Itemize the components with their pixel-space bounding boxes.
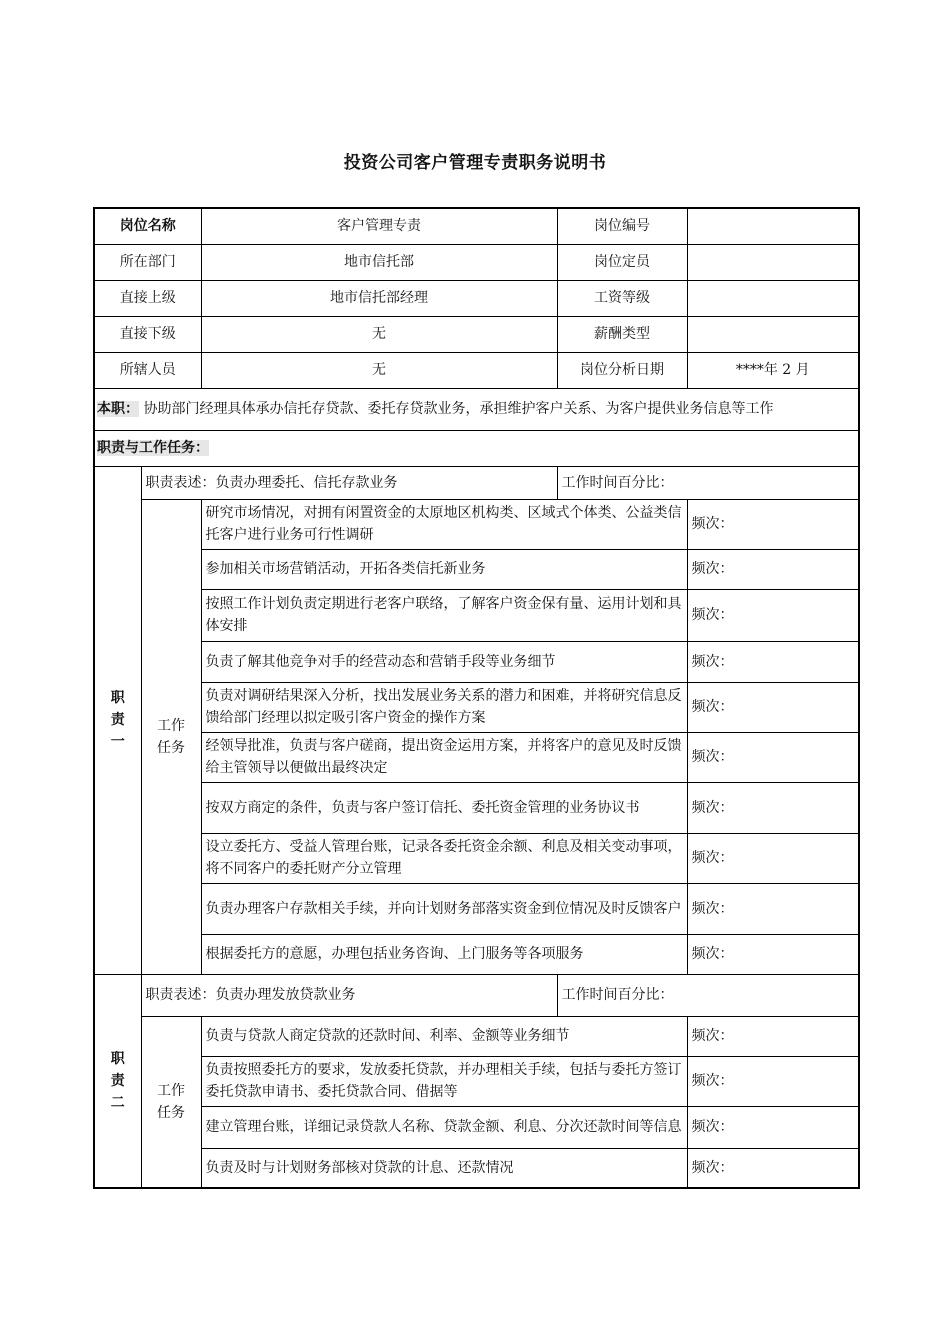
- duty-1-percent-label: 工作时间百分比：: [557, 466, 859, 499]
- duty-1-work-tasks-label: 工作 任务: [141, 499, 201, 974]
- managed-value: 无: [201, 352, 557, 388]
- summary-label: 本职：: [97, 400, 139, 417]
- position-name-value: 客户管理专责: [201, 208, 557, 244]
- headcount-label: 岗位定员: [557, 244, 687, 280]
- salary-grade-label: 工资等级: [557, 280, 687, 316]
- analysis-date-label: 岗位分析日期: [557, 352, 687, 388]
- duty-2-task: 负责及时与计划财务部核对贷款的计息、还款情况: [201, 1148, 687, 1188]
- job-description-table: [93, 207, 860, 1189]
- position-code-value: [687, 208, 859, 244]
- analysis-date-value: ****年 2 月: [687, 352, 859, 388]
- duty-1-task-freq: 频次：: [687, 782, 859, 833]
- duty-1-task: 经领导批准，负责与客户磋商，提出资金运用方案，并将客户的意见及时反馈给主管领导以便做出最终决定: [201, 732, 687, 782]
- duty-1-task: 按照工作计划负责定期进行老客户联络，了解客户资金保有量、运用计划和具体安排: [201, 589, 687, 641]
- duty-2-task-freq: 频次：: [687, 1106, 859, 1148]
- duty-2-desc: 职责表述：负责办理发放贷款业务: [141, 974, 557, 1016]
- duty-1-desc: 职责表述：负责办理委托、信托存款业务: [141, 466, 557, 499]
- duty-1-task-freq: 频次：: [687, 883, 859, 934]
- duty-2-task: 负责按照委托方的要求，发放委托贷款，并办理相关手续，包括与委托方签订委托贷款申请书、委托贷款合同、借据等: [201, 1056, 687, 1106]
- subordinate-value: 无: [201, 316, 557, 352]
- salary-grade-value: [687, 280, 859, 316]
- duty-1-task: 按双方商定的条件，负责与客户签订信托、委托资金管理的业务协议书: [201, 782, 687, 833]
- duty-1-task-freq: 频次：: [687, 934, 859, 974]
- duty-1-task: 根据委托方的意愿，办理包括业务咨询、上门服务等各项服务: [201, 934, 687, 974]
- duty-2-task-freq: 频次：: [687, 1016, 859, 1056]
- headcount-value: [687, 244, 859, 280]
- duty-2-task: 建立管理台账，详细记录贷款人名称、贷款金额、利息、分次还款时间等信息: [201, 1106, 687, 1148]
- duty-1-task: 负责对调研结果深入分析，找出发展业务关系的潜力和困难，并将研究信息反馈给部门经理以拟定吸引客户资金的操作方案: [201, 682, 687, 732]
- summary-text: 协助部门经理具体承办信托存贷款、委托存贷款业务，承担维护客户关系、为客户提供业务信息等工作: [143, 400, 774, 417]
- superior-label: 直接上级: [94, 280, 201, 316]
- duty-1-label: 职 责 一: [94, 466, 141, 974]
- duty-1-task: 负责办理客户存款相关手续，并向计划财务部落实资金到位情况及时反馈客户: [201, 883, 687, 934]
- position-code-label: 岗位编号: [557, 208, 687, 244]
- duty-1-task-freq: 频次：: [687, 499, 859, 549]
- duty-1-task-freq: 频次：: [687, 682, 859, 732]
- subordinate-label: 直接下级: [94, 316, 201, 352]
- duty-1-task: 设立委托方、受益人管理台账，记录各委托资金余额、利息及相关变动事项，将不同客户的委托财产分立管理: [201, 833, 687, 883]
- pay-type-label: 薪酬类型: [557, 316, 687, 352]
- pay-type-value: [687, 316, 859, 352]
- page-title: 投资公司客户管理专责职务说明书: [343, 153, 607, 173]
- duty-1-task-freq: 频次：: [687, 549, 859, 589]
- duties-heading: 职责与工作任务：: [97, 440, 209, 456]
- duties-heading-cell: [94, 430, 859, 466]
- duty-1-task-freq: 频次：: [687, 589, 859, 641]
- department-label: 所在部门: [94, 244, 201, 280]
- duty-1-task: 参加相关市场营销活动，开拓各类信托新业务: [201, 549, 687, 589]
- summary-cell: [94, 388, 859, 430]
- duty-1-task-freq: 频次：: [687, 833, 859, 883]
- superior-value: 地市信托部经理: [201, 280, 557, 316]
- duty-2-percent-label: 工作时间百分比：: [557, 974, 859, 1016]
- duty-1-task-freq: 频次：: [687, 641, 859, 682]
- duty-1-task: 研究市场情况，对拥有闲置资金的太原地区机构类、区域式个体类、公益类信托客户进行业务可行性调研: [201, 499, 687, 549]
- duty-2-task-freq: 频次：: [687, 1148, 859, 1188]
- department-value: 地市信托部: [201, 244, 557, 280]
- position-name-label: 岗位名称: [94, 208, 201, 244]
- duty-2-task: 负责与贷款人商定贷款的还款时间、利率、金额等业务细节: [201, 1016, 687, 1056]
- duty-2-label: 职 责 二: [94, 974, 141, 1188]
- duty-2-task-freq: 频次：: [687, 1056, 859, 1106]
- duty-1-task: 负责了解其他竞争对手的经营动态和营销手段等业务细节: [201, 641, 687, 682]
- duty-2-work-tasks-label: 工作 任务: [141, 1016, 201, 1188]
- managed-label: 所辖人员: [94, 352, 201, 388]
- duty-1-task-freq: 频次：: [687, 732, 859, 782]
